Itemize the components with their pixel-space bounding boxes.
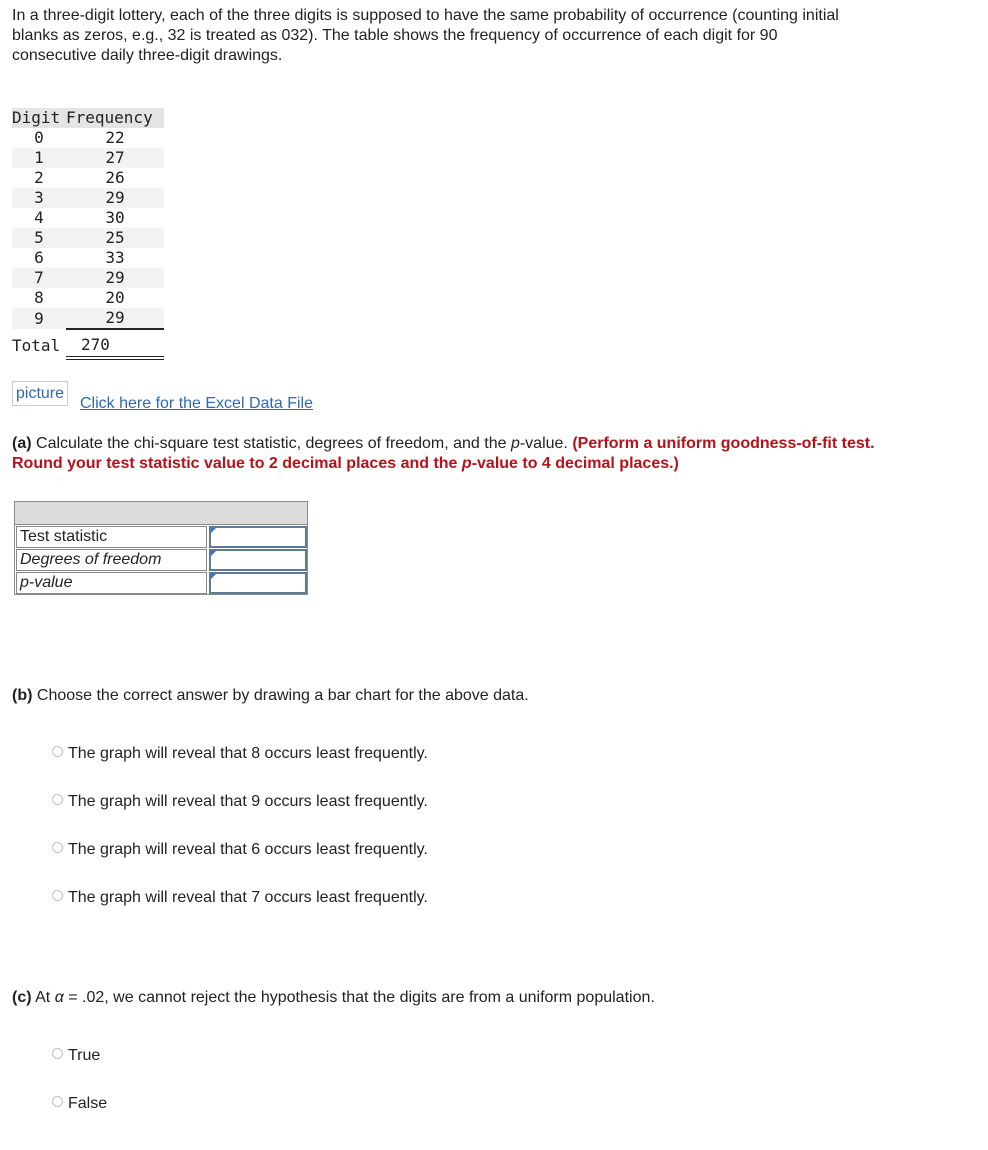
frequency-cell: 29 <box>66 188 164 208</box>
option-8-least[interactable] <box>52 744 428 764</box>
radio-button[interactable] <box>52 1096 63 1107</box>
answer-label: Test statistic <box>16 526 207 548</box>
frequency-cell: 25 <box>66 228 164 248</box>
option-false[interactable] <box>52 1094 107 1114</box>
table-row <box>12 208 164 228</box>
picture-button[interactable]: picture <box>12 381 68 406</box>
table-row <box>12 168 164 188</box>
part-a-question <box>12 434 972 474</box>
frequency-cell: 22 <box>105 128 125 147</box>
part-c-text: At <box>31 989 55 1006</box>
intro-line: In a three-digit lottery, each of the three digits is supposed to have the same probability of occurrence (counting initial <box>12 7 839 24</box>
radio-button[interactable] <box>52 842 63 853</box>
digit-cell: 2 <box>34 168 44 187</box>
table-row <box>12 268 164 288</box>
answer-table-header <box>15 502 307 525</box>
degrees-of-freedom-input[interactable] <box>209 549 307 571</box>
option-label: The graph will reveal that 6 occurs least frequently. <box>68 841 428 858</box>
table-row <box>12 288 164 308</box>
answer-row-degrees-of-freedom <box>15 549 307 571</box>
problem-intro <box>12 6 962 66</box>
instruction-text: -value to 4 decimal places.) <box>471 455 679 472</box>
option-label: The graph will reveal that 8 occurs least frequently. <box>68 745 428 762</box>
frequency-cell: 29 <box>66 308 164 329</box>
digit-cell: 7 <box>12 268 66 288</box>
option-6-least[interactable] <box>52 840 428 860</box>
part-a-label: (a) <box>12 435 32 452</box>
option-label: The graph will reveal that 7 occurs least frequently. <box>68 889 428 906</box>
frequency-cell: 27 <box>66 148 164 168</box>
digit-cell: 8 <box>34 288 44 307</box>
column-header-digit: Digit <box>12 108 66 128</box>
frequency-cell: 30 <box>105 208 125 227</box>
instruction-text: Round your test statistic value to 2 decimal places and the <box>12 455 462 472</box>
p-value-input[interactable] <box>209 572 307 594</box>
table-row <box>12 148 164 168</box>
answer-row-p-value <box>15 572 307 594</box>
digit-cell: 3 <box>12 188 66 208</box>
option-7-least[interactable] <box>52 888 428 908</box>
part-a-text: Calculate the chi-square test statistic, degrees of freedom, and the <box>31 435 511 452</box>
table-row <box>12 188 164 208</box>
digit-cell: 9 <box>12 308 66 329</box>
option-true[interactable] <box>52 1046 100 1066</box>
table-row <box>12 308 164 329</box>
frequency-table <box>12 108 164 360</box>
total-label: Total <box>12 329 66 358</box>
radio-button[interactable] <box>52 1048 63 1059</box>
test-statistic-input[interactable] <box>209 526 307 548</box>
frequency-cell: 29 <box>66 268 164 288</box>
radio-button[interactable] <box>52 890 63 901</box>
part-a-text: -value. <box>519 435 573 452</box>
table-row <box>12 228 164 248</box>
answer-row-test-statistic <box>15 526 307 548</box>
option-label: The graph will reveal that 9 occurs least frequently. <box>68 793 428 810</box>
option-label: True <box>68 1047 101 1064</box>
answer-label: p-value <box>16 572 207 594</box>
option-label: False <box>68 1095 108 1112</box>
intro-line: consecutive daily three-digit drawings. <box>12 47 283 64</box>
part-c-question <box>12 988 655 1008</box>
part-b-label: (b) <box>12 687 33 704</box>
digit-cell: 6 <box>34 248 44 267</box>
table-row <box>12 128 164 148</box>
column-header-frequency: Frequency <box>66 108 164 128</box>
alpha-symbol: α <box>54 989 64 1006</box>
radio-button[interactable] <box>52 794 63 805</box>
digit-cell: 0 <box>34 128 44 147</box>
radio-button[interactable] <box>52 746 63 757</box>
frequency-cell: 20 <box>105 288 125 307</box>
answer-table <box>14 501 308 595</box>
option-9-least[interactable] <box>52 792 428 812</box>
part-c-label: (c) <box>12 989 32 1006</box>
part-b-question <box>12 686 529 706</box>
table-row <box>12 248 164 268</box>
p-italic: p <box>510 435 520 452</box>
intro-line: blanks as zeros, e.g., 32 is treated as 032). The table shows the frequency of occurrence of each digit for 90 <box>12 27 778 44</box>
total-row <box>12 329 164 358</box>
part-b-text: Choose the correct answer by drawing a bar chart for the above data. <box>32 687 529 704</box>
answer-label: Degrees of freedom <box>16 549 207 571</box>
digit-cell: 4 <box>34 208 44 227</box>
instruction-text: (Perform a uniform goodness-of-fit test. <box>572 435 875 452</box>
total-value: 270 <box>81 335 110 354</box>
frequency-cell: 33 <box>105 248 125 267</box>
digit-cell: 1 <box>12 148 66 168</box>
p-italic: p <box>461 455 472 472</box>
part-c-text: = .02, we cannot reject the hypothesis that the digits are from a uniform population. <box>63 989 655 1006</box>
digit-cell: 5 <box>12 228 66 248</box>
frequency-cell: 26 <box>105 168 125 187</box>
excel-data-link[interactable]: Click here for the Excel Data File <box>80 395 313 412</box>
